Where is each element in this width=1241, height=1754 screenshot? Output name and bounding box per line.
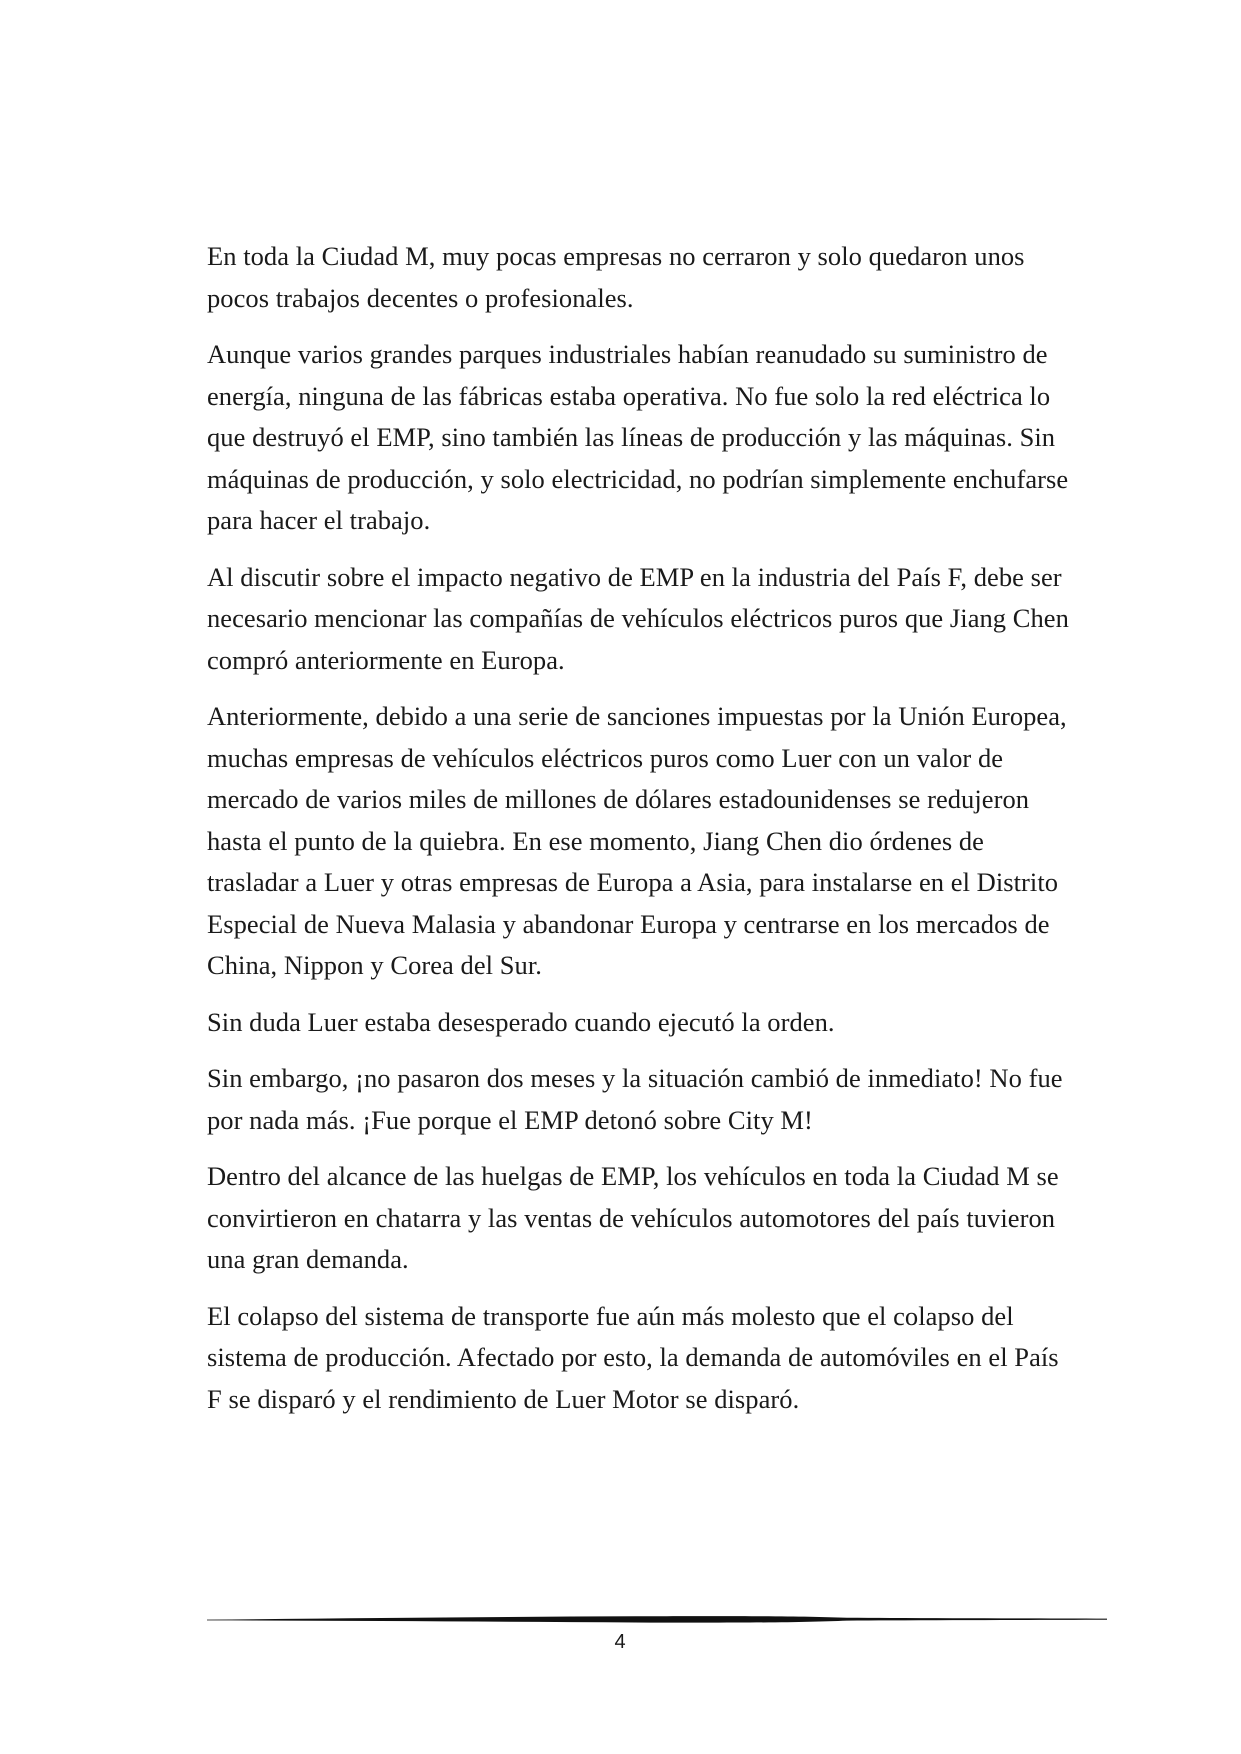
paragraph-1: En toda la Ciudad M, muy pocas empresas no cerraron y solo quedaron unos pocos trabajos decentes o profesionales. xyxy=(207,241,1025,313)
paragraph-4: Anteriormente, debido a una serie de sanciones impuestas por la Unión Europea, muchas empresas de vehículos eléctricos puros como Luer con un valor de mercado de varios miles de millones de dólares estadounidenses se redujeron hasta el punto de la quiebra. En ese momento, Jiang Chen dio órdenes de trasladar a Luer y otras empresas de Europa a Asia, para instalarse en el Distrito Especial de Nueva Malasia y abandonar Europa y centrarse en los mercados de China, Nippon y Corea del Sur. xyxy=(207,701,1067,980)
paragraph-8: El colapso del sistema de transporte fue aún más molesto que el colapso del sistema de producción. Afectado por esto, la demanda de automóviles en el País F se disparó y el rendimiento de Luer Motor se disparó. xyxy=(207,1300,1059,1414)
footer-divider-swash xyxy=(207,1616,1107,1622)
paragraph-2: Aunque varios grandes parques industriales habían reanudado su suministro de energía, ninguna de las fábricas estaba operativa. No fue solo la red eléctrica lo que destruyó el EMP, sino también las líneas de producción y las máquinas. Sin máquinas de producción, y solo electricidad, no podrían simplemente enchufarse para hacer el trabajo. xyxy=(207,339,1069,535)
footer-divider xyxy=(207,1613,1107,1627)
paragraph-7: Dentro del alcance de las huelgas de EMP, los vehículos en toda la Ciudad M se convirtieron en chatarra y las ventas de vehículos automotores del país tuvieron una gran demanda. xyxy=(207,1161,1059,1274)
body-text xyxy=(207,236,1077,1435)
paragraph-3: Al discutir sobre el impacto negativo de EMP en la industria del País F, debe ser necesario mencionar las compañías de vehículos eléctricos puros que Jiang Chen compró anteriormente en Europa. xyxy=(207,561,1069,675)
page-number: 4 xyxy=(614,1631,626,1653)
paragraph-5: Sin duda Luer estaba desesperado cuando ejecutó la orden. xyxy=(207,1006,835,1037)
paragraph-6: Sin embargo, ¡no pasaron dos meses y la situación cambió de inmediato! No fue por nada más. ¡Fue porque el EMP detonó sobre City M! xyxy=(207,1063,1063,1135)
